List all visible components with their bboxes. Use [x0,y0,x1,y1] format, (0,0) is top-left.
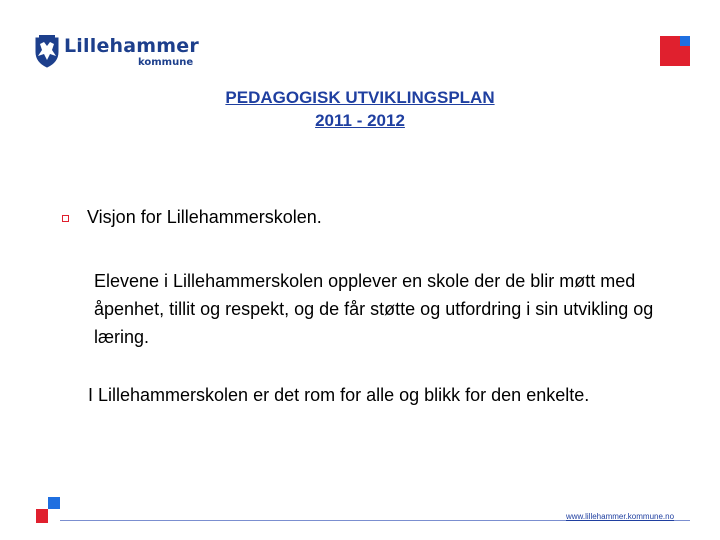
page-title-line-1: PEDAGOGISK UTVIKLINGSPLAN [225,88,495,107]
bullet-square-icon [62,215,69,222]
logo-name: Lillehammer [64,35,199,57]
logo-subtitle: kommune [138,57,194,68]
corner-squares-icon [660,36,690,66]
coat-of-arms-icon [34,34,60,68]
paragraph-vision: Elevene i Lillehammerskolen opplever en skole der de blir møtt med åpenhet, tillit og respekt, og de får støtte og utfordring i sin utvikling og læring. [94,271,654,347]
page-title-line-2: 2011 - 2012 [315,111,405,130]
footer-website-link[interactable]: www.lillehammer.kommune.no [566,512,675,521]
paragraph-motto: I Lillehammerskolen er det rom for alle og blikk for den enkelte. [88,385,590,405]
section-heading: Visjon for Lillehammerskolen. [87,207,322,227]
corner-squares-icon [36,497,60,523]
company-logo [34,34,214,74]
